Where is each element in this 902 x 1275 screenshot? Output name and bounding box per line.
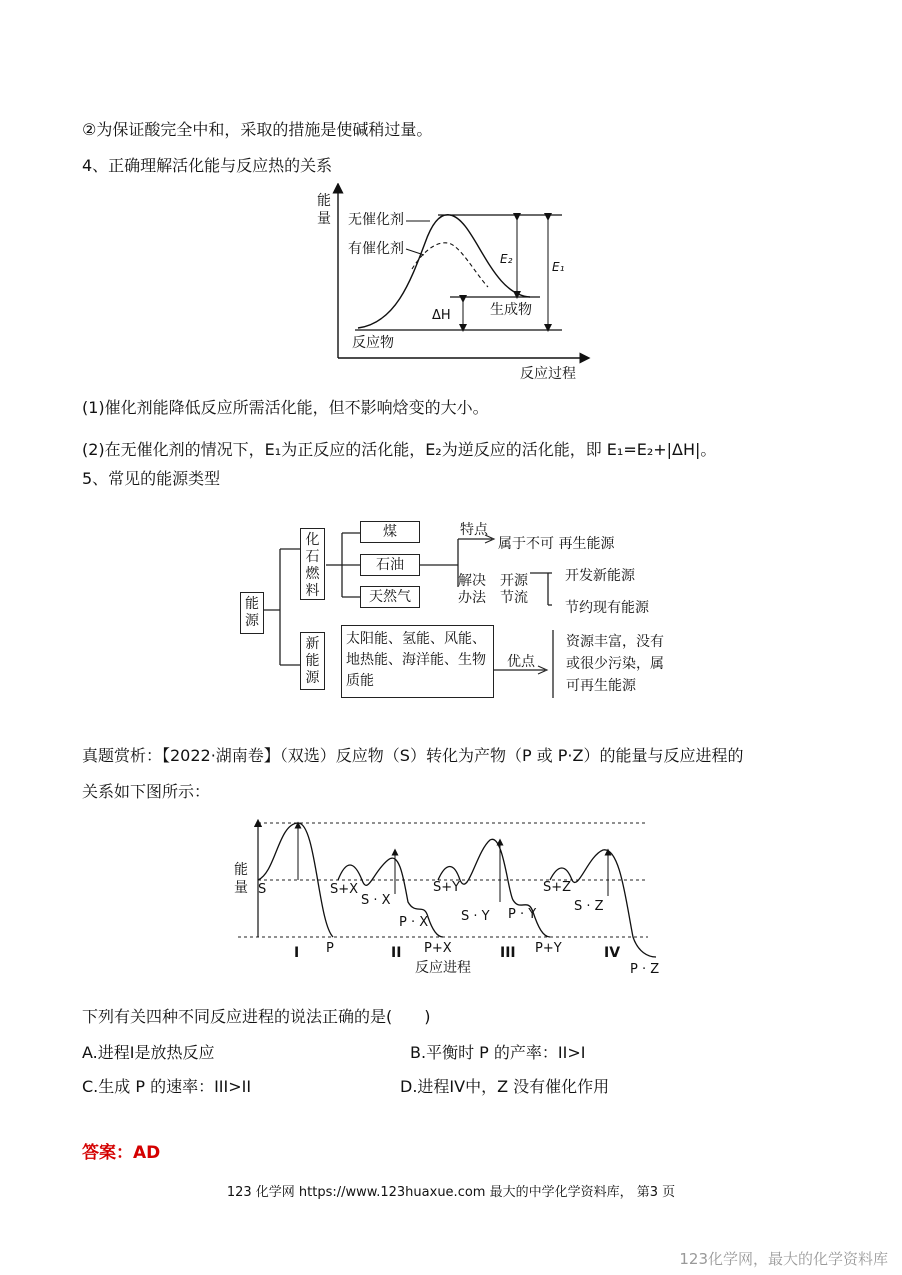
advantage-label: 优点 [507, 654, 535, 670]
advantage-text: 资源丰富，没有或很少污染，属可再生能源 [566, 634, 664, 694]
option-b: B.平衡时 P 的产率：II>I [410, 1043, 586, 1062]
exam-intro-2: 关系如下图所示： [82, 782, 211, 801]
question-stem: 下列有关四种不同反应进程的说法正确的是( ) [82, 1007, 431, 1026]
svg-text:P · Z: P · Z [630, 962, 660, 977]
watermark: 123化学网，最大的化学资料库 [679, 1250, 888, 1268]
answer: 答案：AD [82, 1143, 161, 1163]
svg-text:P+Y: P+Y [535, 941, 562, 956]
energy-root-box: 能源 [240, 592, 264, 634]
note-1: (1)催化剂能降低反应所需活化能，但不影响焓变的大小。 [82, 398, 489, 417]
fig3-x-axis-label: 反应进程 [415, 960, 471, 976]
svg-text:I: I [294, 945, 300, 961]
coal-box: 煤 [360, 521, 420, 543]
option-d: D.进程IV中，Z 没有催化作用 [400, 1077, 610, 1096]
delta-h-label: ΔH [432, 308, 451, 323]
with-catalyst-label: 有催化剂 [348, 241, 404, 257]
exam-intro-1: 真题赏析：【2022·湖南卷】（双选）反应物（S）转化为产物（P 或 P·Z）的能量与反应进程的 [82, 746, 744, 765]
svg-text:P: P [326, 941, 334, 956]
x-axis-label: 反应过程 [520, 366, 576, 382]
svg-text:III: III [500, 945, 516, 961]
svg-text:S · X: S · X [361, 893, 391, 908]
section-heading-5: 5、常见的能源类型 [82, 469, 221, 488]
reactant-label: 反应物 [352, 335, 394, 351]
svg-text:IV: IV [604, 945, 621, 961]
option-a: A.进程I是放热反应 [82, 1043, 215, 1062]
text-line-1: ②为保证酸完全中和，采取的措施是使碱稍过量。 [82, 120, 433, 139]
gas-box: 天然气 [360, 586, 420, 608]
feature-text: 属于不可 再生能源 [498, 536, 615, 552]
no-catalyst-label: 无催化剂 [348, 212, 404, 228]
y-axis-label-1: 能 [317, 193, 331, 209]
svg-text:S: S [258, 882, 267, 897]
activation-energy-diagram [300, 183, 600, 383]
svg-text:S+Y: S+Y [433, 880, 461, 895]
e1-label: E₁ [552, 260, 565, 274]
fossil-fuel-box: 化石燃料 [300, 528, 325, 600]
svg-text:S · Z: S · Z [574, 899, 604, 914]
y-axis-label-2: 量 [317, 211, 331, 227]
reaction-progress-diagram [228, 812, 678, 980]
svg-text:P+X: P+X [424, 941, 452, 956]
svg-text:P · Y: P · Y [508, 907, 537, 922]
note-2: (2)在无催化剂的情况下，E₁为正反应的活化能，E₂为逆反应的活化能，即 E₁=E₂+|ΔH|。 [82, 440, 717, 459]
new-energy-box: 新能源 [300, 632, 325, 690]
open-save-label: 开源节流 [500, 573, 528, 606]
fig3-y-label-1: 能 [234, 862, 248, 878]
develop-new-energy: 开发新能源 [565, 568, 635, 584]
option-c: C.生成 P 的速率：III>II [82, 1077, 252, 1096]
oil-box: 石油 [360, 554, 420, 576]
svg-text:S+X: S+X [330, 882, 359, 897]
solution-label: 解决办法 [458, 573, 486, 606]
e2-label: E₂ [500, 252, 513, 266]
save-existing-energy: 节约现有能源 [565, 600, 649, 616]
svg-text:S · Y: S · Y [461, 909, 490, 924]
svg-text:II: II [391, 945, 402, 961]
product-label: 生成物 [490, 302, 532, 318]
svg-text:S+Z: S+Z [543, 880, 572, 895]
new-energy-list-box: 太阳能、氢能、风能、地热能、海洋能、生物质能 [341, 625, 494, 698]
svg-text:P · X: P · X [399, 915, 429, 930]
fig3-y-label-2: 量 [234, 880, 248, 896]
page-footer: 123 化学网 https://www.123huaxue.com 最大的中学化学资料库， 第3 页 [226, 1185, 676, 1200]
section-heading-4: 4、正确理解活化能与反应热的关系 [82, 156, 333, 175]
feature-label: 特点 [460, 522, 488, 538]
